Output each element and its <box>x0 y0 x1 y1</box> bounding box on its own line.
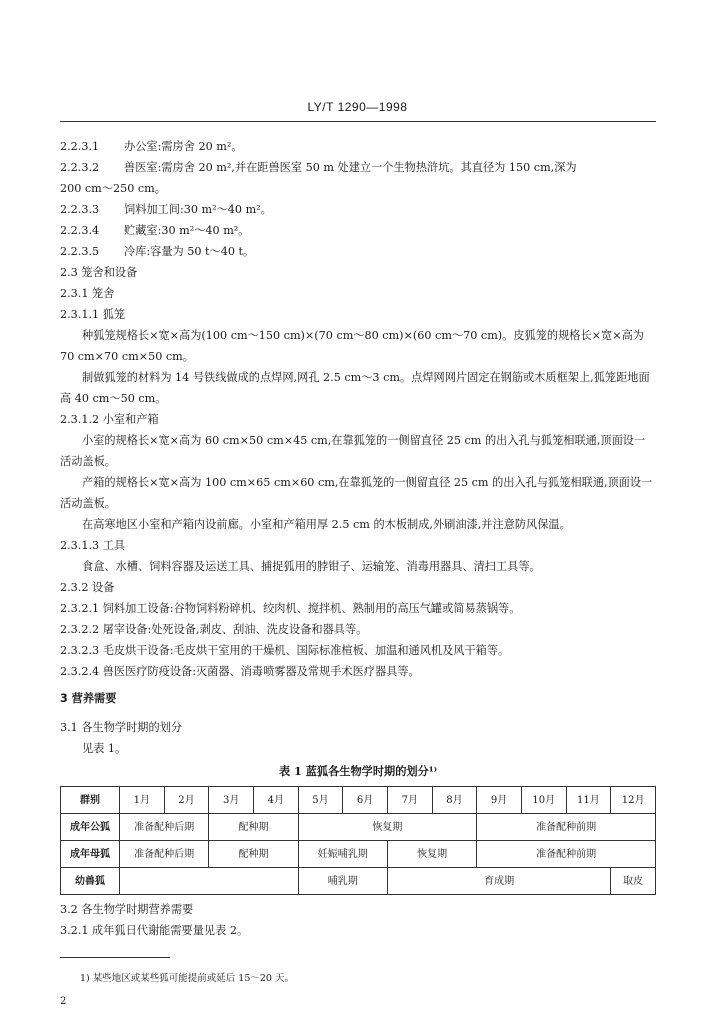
biological-stage-table <box>60 786 656 895</box>
stage-cell: 准备配种前期 <box>477 841 656 868</box>
paragraph-fox-cage-size: 种狐笼规格长×宽×高为(100 cm～150 cm)×(70 cm～80 cm)×(60 cm～70 cm)。皮狐笼的规格长×宽×高为 70 cm×70 cm×50 cm。 <box>60 329 644 363</box>
month-header: 10月 <box>521 787 566 814</box>
heading-3-1: 3.1 各生物学时期的划分 <box>60 721 183 734</box>
month-header: 1月 <box>120 787 165 814</box>
month-header: 5月 <box>298 787 343 814</box>
standard-code: LY/T 1290—1998 <box>307 100 408 114</box>
heading-2-3-2: 2.3.2 设备 <box>60 581 115 594</box>
clause-2-2-3-5: 2.2.3.5 冷库:容量为 50 t～40 t。 <box>60 245 255 258</box>
clause-3-2-1: 3.2.1 成年狐日代谢能需要量见表 2。 <box>60 924 249 937</box>
heading-3-2: 3.2 各生物学时期营养需要 <box>60 903 194 916</box>
month-header: 2月 <box>164 787 209 814</box>
stage-cell: 妊娠哺乳期 <box>298 841 387 868</box>
page-number: 2 <box>60 996 67 1007</box>
document-body <box>60 136 656 941</box>
clause-2-3-2-2: 2.3.2.2 屠宰设备:处死设备,剥皮、刮油、洗皮设备和器具等。 <box>60 623 368 636</box>
stage-cell: 准备配种后期 <box>120 814 209 841</box>
footnote-rule <box>60 957 170 958</box>
month-header: 4月 <box>253 787 298 814</box>
stage-cell: 配种期 <box>209 841 298 868</box>
clause-2-3-2-4: 2.3.2.4 兽医医疗防疫设备:灭菌器、消毒喷雾器及常规手术医疗器具等。 <box>60 665 420 678</box>
stage-cell: 育成期 <box>387 868 610 895</box>
table-row <box>61 814 656 841</box>
clause-2-2-3-2: 2.2.3.2 兽医室:需房舍 20 m²,并在距兽医室 50 m 处建立一个生物热浒坑。其直径为 150 cm,深为 <box>60 161 577 174</box>
paragraph-tools: 食盒、水槽、饲料容器及运送工具、捕捉狐用的脖钳子、运输笼、消毒用器具、清扫工具等。 <box>82 560 541 573</box>
heading-3: 3 营养需要 <box>60 692 117 705</box>
table-row <box>61 841 656 868</box>
heading-2-3-1: 2.3.1 笼舍 <box>60 287 115 300</box>
paragraph-fox-cage-material: 制做狐笼的材料为 14 号铁线做成的点焊网,网孔 2.5 cm～3 cm。点焊网网片固定在钢筋或木质框架上,狐笼距地面高 40 cm～50 cm。 <box>60 371 650 405</box>
footnote: 1) 某些地区或某些狐可能提前或延后 15～20 天。 <box>80 973 294 984</box>
clause-2-3-2-3: 2.3.2.3 毛皮烘干设备:毛皮烘干室用的干燥机、国际标准楦板、加温和通风机及风干箱等。 <box>60 644 510 657</box>
see-table-1: 见表 1。 <box>82 742 127 755</box>
stage-cell: 准备配种后期 <box>120 841 209 868</box>
header-group-label: 群别 <box>61 787 120 814</box>
stage-cell: 准备配种前期 <box>477 814 656 841</box>
stage-cell: 恢复期 <box>298 814 477 841</box>
table-1-title: 表 1 蓝狐各生物学时期的划分¹⁾ <box>278 764 438 778</box>
heading-2-3: 2.3 笼舍和设备 <box>60 266 138 279</box>
row-group-label: 成年公狐 <box>61 814 120 841</box>
row-group-label: 成年母狐 <box>61 841 120 868</box>
paragraph-small-room: 小室的规格长×宽×高为 60 cm×50 cm×45 cm,在靠狐笼的一侧留直径 25 cm 的出入孔与狐笼相联通,顶面设一活动盖板。 <box>60 434 646 468</box>
month-header: 3月 <box>209 787 254 814</box>
clause-2-2-3-3: 2.2.3.3 饲料加工间:30 m²～40 m²。 <box>60 203 272 216</box>
row-group-label: 幼兽狐 <box>61 868 120 895</box>
stage-cell: 取皮 <box>611 868 656 895</box>
month-header: 8月 <box>432 787 477 814</box>
stage-cell: 哺乳期 <box>298 868 387 895</box>
table-row <box>61 868 656 895</box>
clause-2-3-2-1: 2.3.2.1 饲料加工设备:谷物饲料粉碎机、绞肉机、搅拌机、熟制用的高压气罐或简易蒸锅等。 <box>60 602 521 615</box>
header-rule <box>60 121 656 122</box>
stage-cell <box>120 868 299 895</box>
clause-2-2-3-1: 2.2.3.1 办公室:需房舍 20 m²。 <box>60 140 243 153</box>
month-header: 12月 <box>611 787 656 814</box>
clause-2-2-3-4: 2.2.3.4 贮藏室:30 m²～40 m²。 <box>60 224 250 237</box>
month-header: 6月 <box>343 787 388 814</box>
stage-cell: 恢复期 <box>387 841 476 868</box>
month-header: 7月 <box>387 787 432 814</box>
clause-2-2-3-2-cont: 200 cm～250 cm。 <box>60 182 166 195</box>
table-header-row <box>61 787 656 814</box>
month-header: 9月 <box>477 787 522 814</box>
paragraph-cold-region: 在高寒地区小室和产箱内设前廊。小室和产箱用厚 2.5 cm 的木板制成,外刷油漆,并注意防风保温。 <box>82 518 571 531</box>
heading-2-3-1-2: 2.3.1.2 小室和产箱 <box>60 413 159 426</box>
month-header: 11月 <box>566 787 611 814</box>
heading-2-3-1-1: 2.3.1.1 狐笼 <box>60 308 126 321</box>
heading-2-3-1-3: 2.3.1.3 工具 <box>60 539 126 552</box>
paragraph-birth-box: 产箱的规格长×宽×高为 100 cm×65 cm×60 cm,在靠狐笼的一侧留直径 25 cm 的出入孔与狐笼相联通,顶面设一活动盖板。 <box>60 476 653 510</box>
stage-cell: 配种期 <box>209 814 298 841</box>
